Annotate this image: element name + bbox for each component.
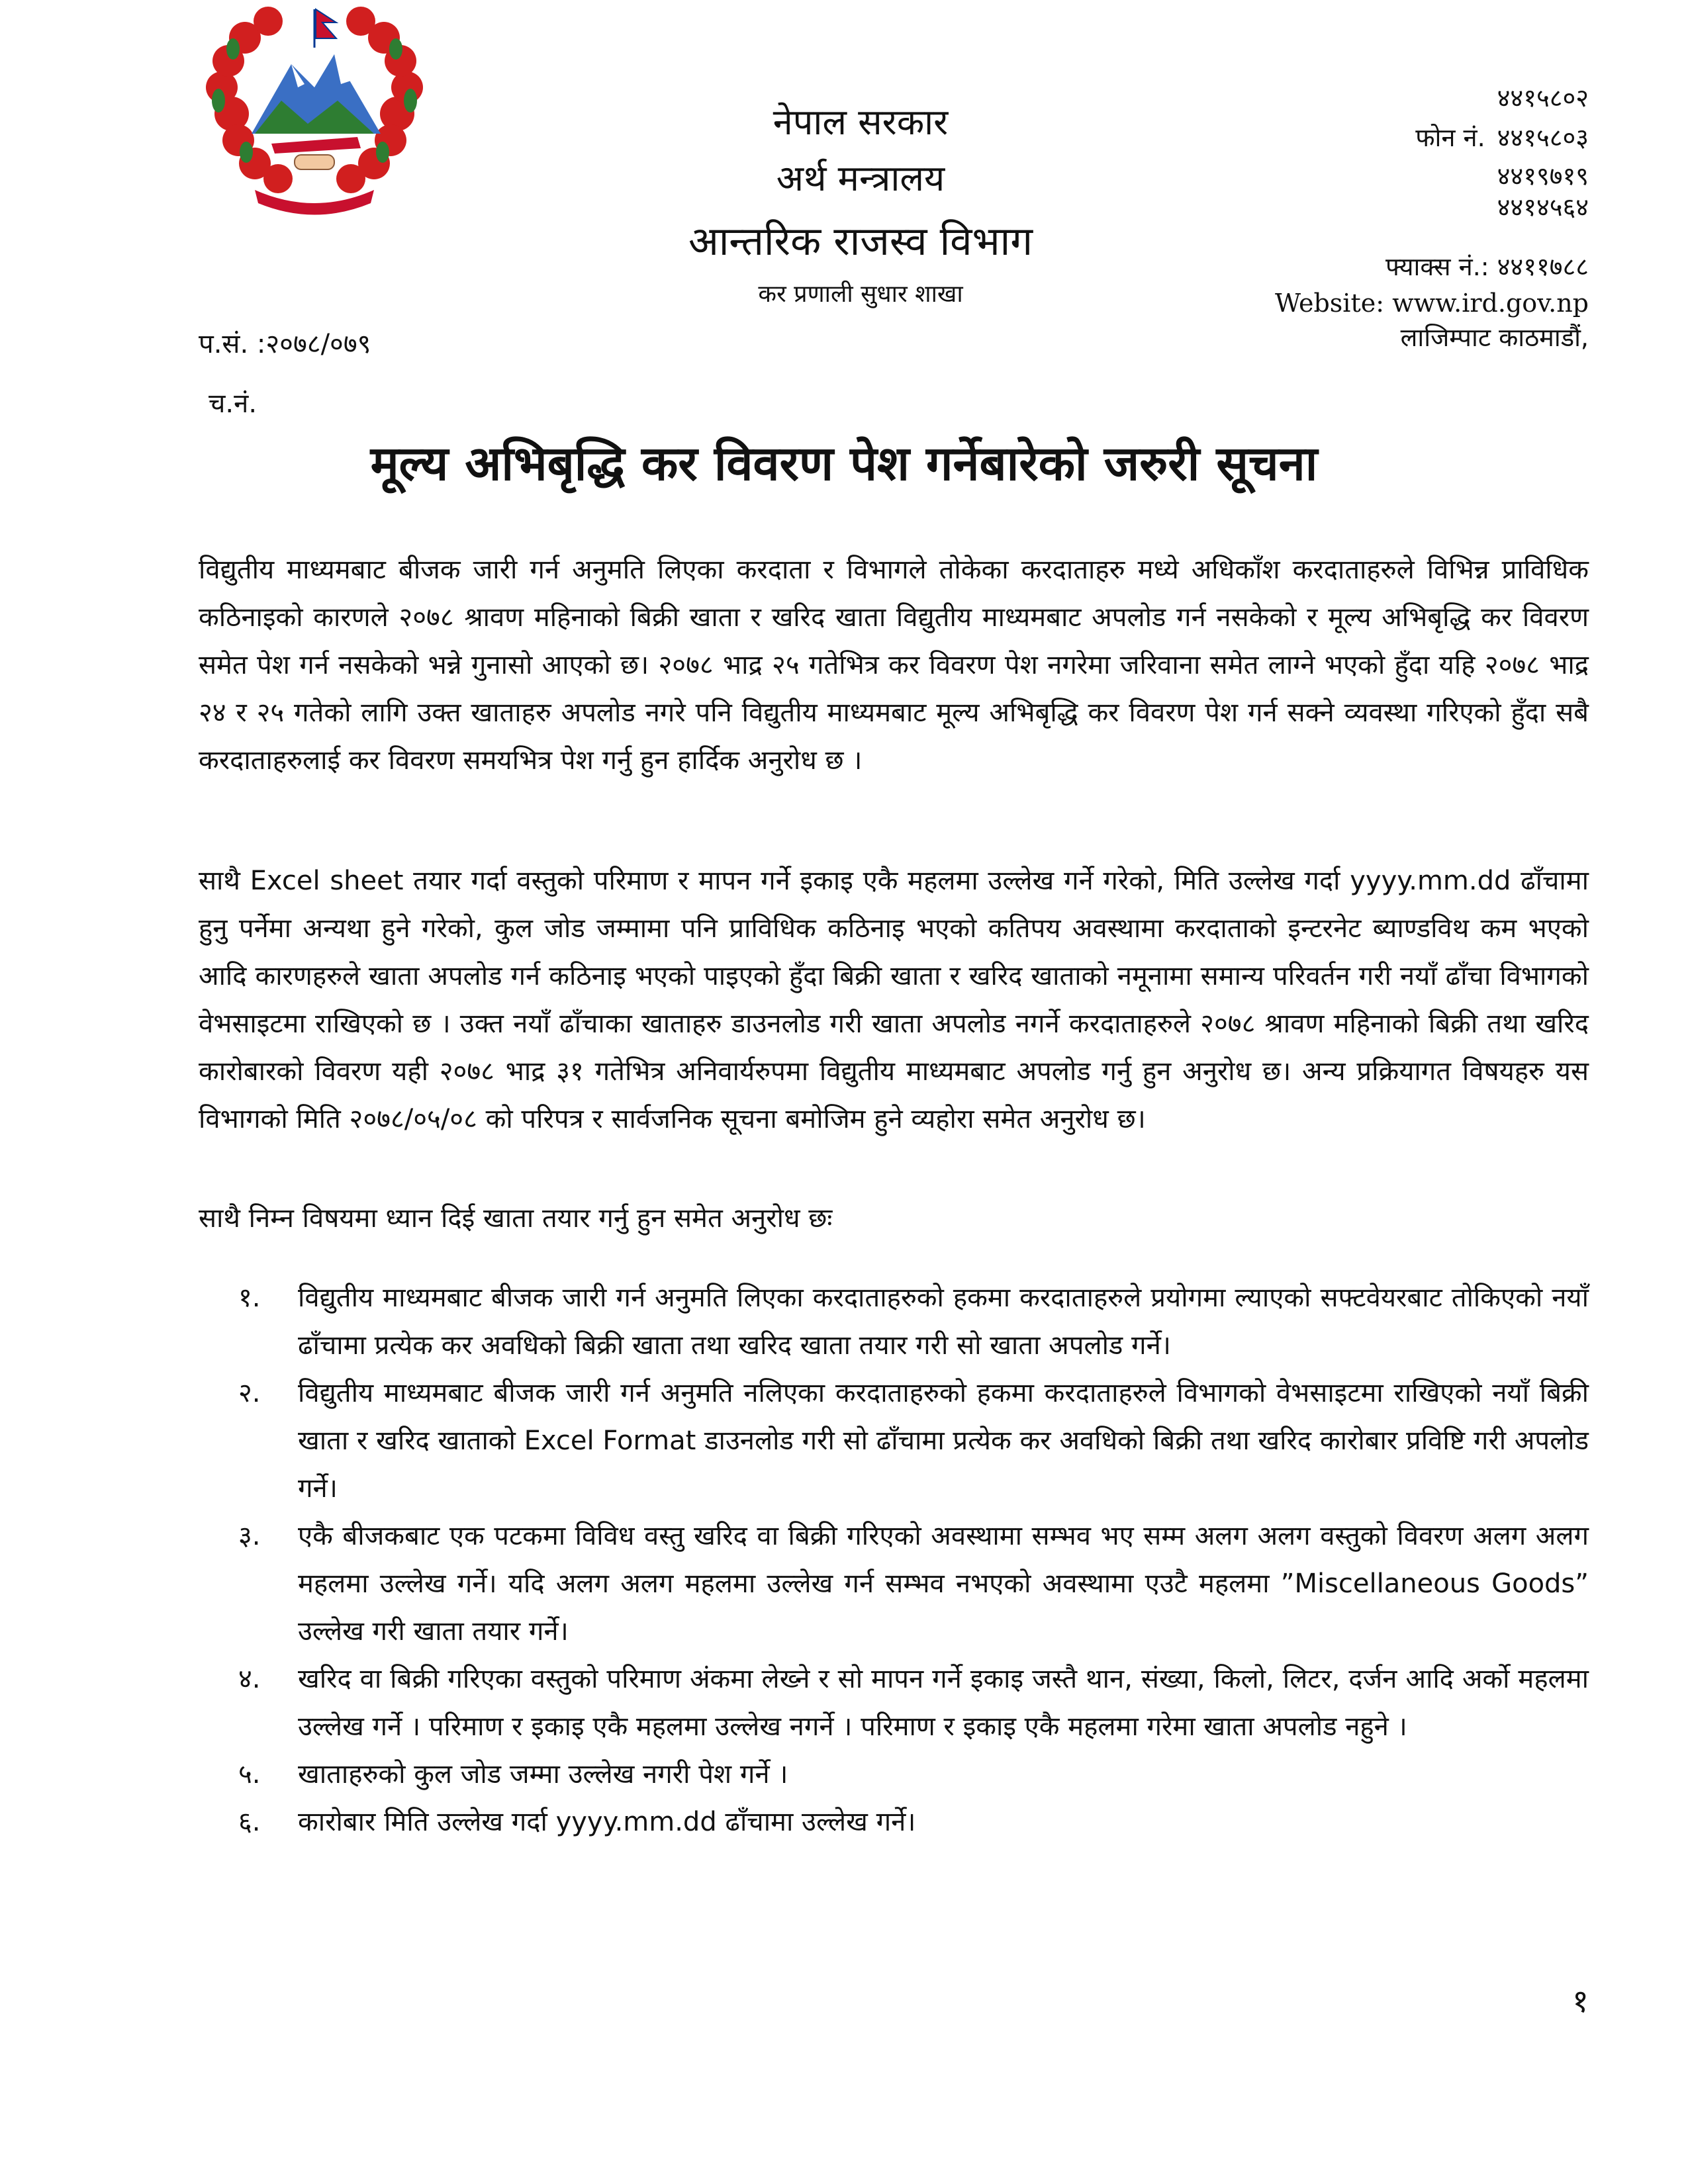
list-item <box>238 1512 1589 1655</box>
website-link[interactable]: Website: www.ird.gov.np <box>1275 289 1589 318</box>
instruction-list <box>238 1274 1589 1846</box>
header-department: आन्तरिक राजस्व विभाग <box>688 218 1033 265</box>
reference-number: प.सं. :२०७८/०७९ <box>199 329 371 359</box>
list-item <box>238 1751 1589 1798</box>
phone-row <box>1415 119 1589 156</box>
list-item-text: विद्युतीय माध्यमबाट बीजक जारी गर्न अनुमति लिएका करदाताहरुको हकमा करदाताहरुले प्रयोगमा ल्याएको सफ्टवेयरबाट तोकिएको नयाँ ढाँचामा प्रत्येक कर अवधिको बिक्री खाता तथा खरिद खाता तयार गरी सो खाता अपलोड गर्ने। <box>298 1283 1589 1361</box>
address: लाजिम्पाट काठमाडौं, <box>1400 323 1589 352</box>
phone-label: फोन नं. <box>1415 123 1485 152</box>
list-item <box>238 1655 1589 1751</box>
list-item-text: खरिद वा बिक्री गरिएका वस्तुको परिमाण अंकमा लेख्ने र सो मापन गर्ने इकाइ जस्तै थान, संख्या, किलो, लिटर, दर्जन आदि अर्को महलमा उल्लेख गर्ने । परिमाण र इकाइ एकै महलमा उल्लेख नगर्ने । परिमाण र इकाइ एकै महलमा गरेमा खाता अपलोड नहुने । <box>298 1664 1589 1742</box>
list-item-number: ५. <box>238 1759 261 1790</box>
page-number: १ <box>1572 1983 1589 2020</box>
paragraph-1: विद्युतीय माध्यमबाट बीजक जारी गर्न अनुमति लिएका करदाता र विभागले तोकेका करदाताहरु मध्ये अधिकाँश करदाताहरुले विभिन्न प्राविधिक कठिनाइको कारणले २०७८ श्रावण महिनाको बिक्री खाता र खरिद खाता विद्युतीय माध्यमबाट अपलोड गर्न नसकेको र मूल्य अभिबृद्धि कर विवरण समेत पेश गर्न नसकेको भन्ने गुनासो आएको छ। २०७८ भाद्र २५ गतेभित्र कर विवरण पेश नगरेमा जरिवाना समेत लाग्ने भएको हुँदा यहि २०७८ भाद्र २४ र २५ गतेको लागि उक्त खाताहरु अपलोड नगरे पनि विद्युतीय माध्यमबाट मूल्य अभिबृद्धि कर विवरण पेश गर्न सक्ने व्यवस्था गरिएको हुँदा सबै करदाताहरुलाई कर विवरण समयभित्र पेश गर्नु हुन हार्दिक अनुरोध छ । <box>199 555 1589 776</box>
list-item-text: कारोबार मिति उल्लेख गर्दा yyyy.mm.dd ढाँचामा उल्लेख गर्ने। <box>298 1807 916 1837</box>
notice-title: मूल्य अभिबृद्धि कर विवरण पेश गर्नेबारेको जरुरी सूचना <box>370 435 1318 491</box>
fax-number: फ्याक्स नं.: ४४११७८८ <box>1385 252 1589 281</box>
header-government: नेपाल सरकार <box>773 101 949 143</box>
phone-2: ४४१५८०३ <box>1497 123 1589 152</box>
nepal-emblem-icon <box>192 1 437 220</box>
phone-3: ४४१९७१९ <box>1497 161 1589 191</box>
list-item-text: विद्युतीय माध्यमबाट बीजक जारी गर्न अनुमति नलिएका करदाताहरुको हकमा करदाताहरुले विभागको वेभसाइटमा राखिएको नयाँ बिक्री खाता र खरिद खाताको Excel Format डाउनलोड गरी सो ढाँचामा प्रत्येक कर अवधिको बिक्री तथा खरिद कारोबार प्रविष्टि गरी अपलोड गर्ने। <box>298 1378 1589 1504</box>
phone-1: ४४१५८०२ <box>1497 83 1589 113</box>
paragraph-3: साथै निम्न विषयमा ध्यान दिई खाता तयार गर्नु हुन समेत अनुरोध छः <box>199 1203 833 1234</box>
list-item-number: ४. <box>238 1664 261 1694</box>
list-item <box>238 1798 1589 1846</box>
header-ministry: अर्थ मन्त्रालय <box>776 158 945 199</box>
header-section: कर प्रणाली सुधार शाखा <box>758 281 963 308</box>
list-item-number: ६. <box>238 1807 261 1837</box>
dispatch-number: च.नं. <box>209 388 258 419</box>
list-item-text: एकै बीजकबाट एक पटकमा विविध वस्तु खरिद वा बिक्री गरिएको अवस्थामा सम्भव भए सम्म अलग अलग वस्तुको विवरण अलग अलग महलमा उल्लेख गर्ने। यदि अलग अलग महलमा उल्लेख गर्न सम्भव नभएको अवस्थामा एउटै महलमा ”Miscellaneous Goods” उल्लेख गरी खाता तयार गर्ने। <box>298 1521 1589 1647</box>
list-item <box>238 1369 1589 1512</box>
list-item-number: ३. <box>238 1521 261 1551</box>
paragraph-2: साथै Excel sheet तयार गर्दा वस्तुको परिमाण र मापन गर्ने इकाइ एकै महलमा उल्लेख गर्ने गरेको, मिति उल्लेख गर्दा yyyy.mm.dd ढाँचामा हुनु पर्नेमा अन्यथा हुने गरेको, कुल जोड जम्मामा पनि प्राविधिक कठिनाइ भएको कतिपय अवस्थामा करदाताको इन्टरनेट ब्याण्डविथ कम भएको आदि कारणहरुले खाता अपलोड गर्न कठिनाइ भएको पाइएको हुँदा बिक्री खाता र खरिद खाताको नमूनामा समान्य परिवर्तन गरी नयाँ ढाँचा विभागको वेभसाइटमा राखिएको छ । उक्त नयाँ ढाँचाका खाताहरु डाउनलोड गरी खाता अपलोड नगर्ने करदाताहरुले २०७८ श्रावण महिनाको बिक्री तथा खरिद कारोबारको विवरण यही २०७८ भाद्र ३१ गतेभित्र अनिवार्यरुपमा विद्युतीय माध्यमबाट अपलोड गर्नु हुन अनुरोध छ। अन्य प्रक्रियागत विषयहरु यस विभागको मिति २०७८/०५/०८ को परिपत्र र सार्वजनिक सूचना बमोजिम हुने व्यहोरा समेत अनुरोध छ। <box>199 866 1589 1134</box>
list-item-text: खाताहरुको कुल जोड जम्मा उल्लेख नगरी पेश गर्ने । <box>298 1759 788 1790</box>
phone-4: ४४१४५६४ <box>1497 193 1589 222</box>
list-item-number: २. <box>238 1378 261 1408</box>
list-item <box>238 1274 1589 1369</box>
list-item-number: १. <box>238 1283 261 1313</box>
